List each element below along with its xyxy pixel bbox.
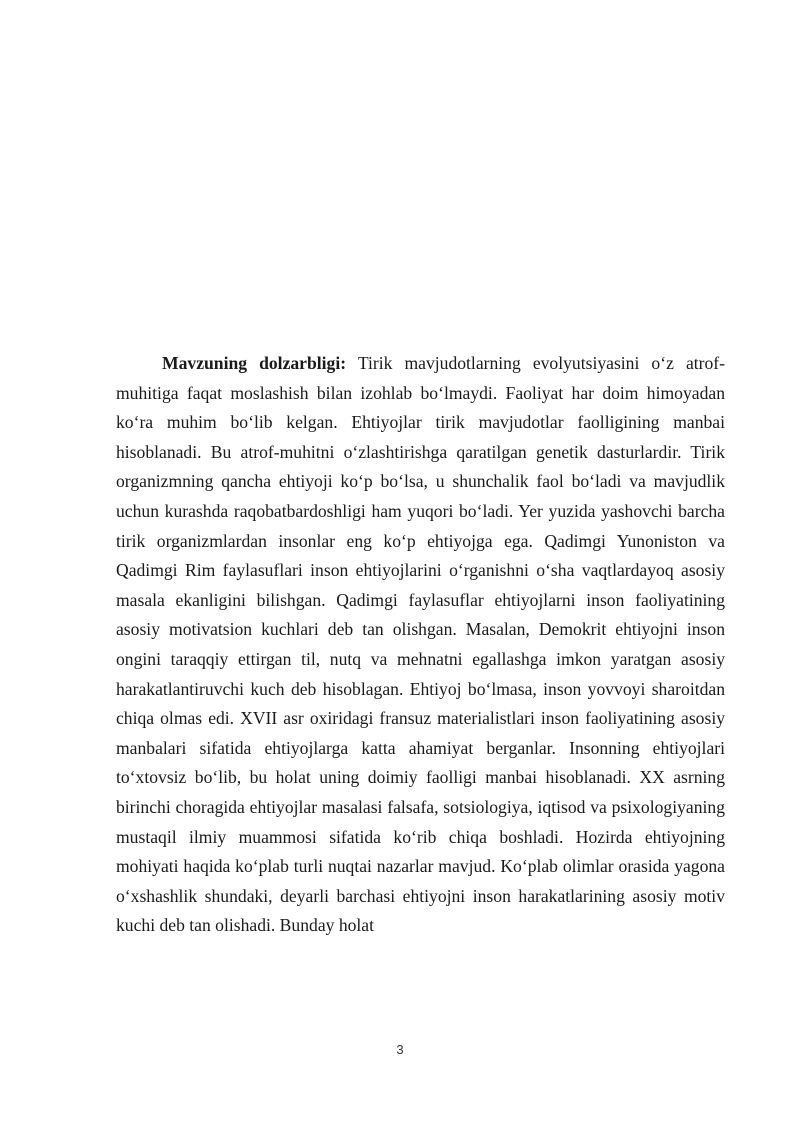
body-paragraph [116,349,725,941]
page-number: 3 [396,1042,404,1057]
section-heading: Mavzuning dolzarbligi: [162,353,347,373]
paragraph-text: Tirik mavjudotlarning evolyutsiyasini o‘z atrof-muhitiga faqat moslashish bilan izohlab bo‘lmaydi. Faoliyat har doim himoyadan ko‘ra muhim bo‘lib kelgan. Ehtiyojlar tirik mavjudotlar faolligining manbai hisoblanadi. Bu atrof-muhitni o‘zlashtirishga qaratilgan genetik dasturlardir. Tirik organizmning qancha ehtiyoji ko‘p bo‘lsa, u shunchalik faol bo‘ladi va mavjudlik uchun kurashda raqobatbardoshligi ham yuqori bo‘ladi. Yer yuzida yashovchi barcha tirik organizmlardan insonlar eng ko‘p ehtiyojga ega. Qadimgi Yunoniston va Qadimgi Rim faylasuflari inson ehtiyojlarini o‘rganishni o‘sha vaqtlardayoq asosiy masala ekanligini bilishgan. Qadimgi faylasuflar ehtiyojlarni inson faoliyatining asosiy motivatsion kuchlari deb tan olishgan. Masalan, Demokrit ehtiyojni inson ongini taraqqiy ettirgan til, nutq va mehnatni egallashga imkon yaratgan asosiy harakatlantiruvchi kuch deb hisoblagan. Ehtiyoj bo‘lmasa, inson yovvoyi sharoitdan chiqa olmas edi. XVII asr oxiridagi fransuz materialistlari inson faoliyatining asosiy manbalari sifatida ehtiyojlarga katta ahamiyat berganlar. Insonning ehtiyojlari to‘xtovsiz bo‘lib, bu holat uning doimiy faolligi manbai hisoblanadi. XX asrning birinchi choragida ehtiyojlar masalasi falsafa, sotsiologiya, iqtisod va psixologiyaning mustaqil ilmiy muammosi sifatida ko‘rib chiqa boshladi. Hozirda ehtiyojning mohiyati haqida ko‘plab turli nuqtai nazarlar mavjud. Ko‘plab olimlar orasida yagona o‘xshashlik shundaki, deyarli barchasi ehtiyojni inson harakatlarining asosiy motiv kuchi deb tan olishadi. Bunday holat [116,353,726,936]
